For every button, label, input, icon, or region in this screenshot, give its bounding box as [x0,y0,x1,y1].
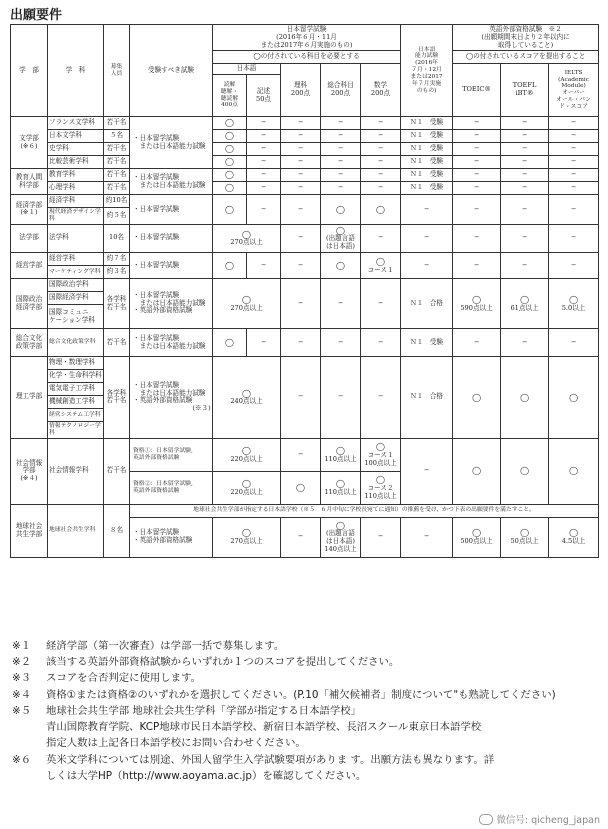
header-eju-note: ◯の付されている科目を必要とする [213,51,401,64]
mark-cell: − [247,182,281,195]
table-row [11,329,599,357]
table-row [11,438,599,471]
jlpt-cell: Ｎ１ 合格 [401,357,453,439]
mark-cell: − [361,329,401,357]
mark-cell: − [453,329,501,357]
footnote-text: 資格①または資格②のいずれかを選択してください。(P.10「補欠候補者」制度について"も熟読してください) [46,688,556,701]
mark-cell: − [453,224,501,252]
circle-mark: ◯ [472,528,482,538]
requirements-table [10,24,599,558]
exam-cell: ・日本留学試験 ・英語外部資格試験 [130,517,213,557]
circle-mark: ◯ [376,475,385,485]
table-row [11,224,599,252]
mark-cell: − [549,224,599,252]
mark-cell: − [361,169,401,182]
header-general: 総合科目 200点 [321,64,361,117]
mark-cell: − [361,517,401,557]
footnote-mark: ※３ [12,672,32,685]
exam-cell: ・日本留学試験 または日本語能力試験 [130,169,213,195]
circle-mark: ◯ [520,528,530,538]
footnote-mark: ※１ [12,640,32,652]
mark-cell: − [549,253,599,279]
quota-cell: 各学科 若干名 [104,357,130,439]
mark-cell: − [549,195,599,225]
mark-cell: ◯ [213,117,247,130]
header-eju: 日本留学試験 (2016年６月・11月 または2017年６月実施のもの) [213,25,401,51]
circle-mark: ◯ [376,442,385,452]
quota-cell: 約５名 [104,208,130,225]
dept-cell: 教育学科 [48,169,104,182]
table-row [11,117,599,130]
mark-cell: − [321,182,361,195]
mark-cell: − [453,195,501,225]
circle-mark: ◯ [520,294,530,304]
dept-cell: 情報テクノロジー学科 [48,422,104,439]
faculty-cell: 理工学部 [11,357,48,439]
header-jp-reading: 読解 聴解・ 聴読解 400点 [213,75,247,117]
mark-cell: − [501,182,549,195]
dept-cell: 法学科 [48,224,104,252]
mark-cell: ◯ [213,253,247,279]
mark-cell: − [247,117,281,130]
mark-cell: − [321,143,361,156]
table-row [11,357,599,370]
circle-mark: ◯ [242,229,251,239]
exam-cell: 資格①：日本留学試験, 英語外部資格試験 [130,438,213,471]
table-row [11,504,599,517]
table-row [11,253,599,266]
header-faculty: 学 部 [11,25,48,117]
quota-cell: 各学科 若干名 [104,279,130,329]
jp-score: 270点以上 [230,238,263,247]
mark-cell: − [247,329,281,357]
dept-cell: 社会情報学科 [48,438,104,504]
mark-cell: ◯ [321,195,361,225]
mark-cell: − [501,253,549,279]
mark-cell: − [549,130,599,143]
math-cell [361,253,401,279]
circle-mark: ◯ [242,528,251,538]
mark-cell: − [281,517,321,557]
mark-cell: − [321,169,361,182]
faculty-cell: 文学部 (※６) [11,117,48,169]
dept-cell: 地球社会共生学科 [48,504,104,557]
exam-cell: ・日本留学試験 または日本語能力試験 [130,329,213,357]
mark-cell: ◯ [213,156,247,169]
quota-cell: 若干名 [104,329,130,357]
jlpt-cell: Ｎ１ 受験 [401,169,453,182]
table-row [11,169,599,182]
quota-cell: ８名 [104,504,130,557]
mark-cell: − [401,253,453,279]
mark-cell: − [549,117,599,130]
dept-cell: フランス文学科 [48,117,104,130]
footnote-mark: ※６ [12,753,32,766]
jp-score: 220点以上 [230,487,263,496]
circle-mark: ◯ [242,478,251,488]
mark-cell: − [453,130,501,143]
mark-cell: − [453,156,501,169]
footnote [12,687,598,703]
dept-cell: 日本文学科 [48,130,104,143]
table-row [11,143,599,156]
mark-cell: − [453,117,501,130]
dept-cell: 経済学科 [48,195,104,208]
mark-cell: − [321,117,361,130]
mark-cell: − [453,253,501,279]
exam-cell: ・日本留学試験 [130,195,213,225]
quota-cell: 若干名 [104,143,130,156]
mark-cell: ◯ [213,130,247,143]
mark-cell: − [501,143,549,156]
circle-mark: ◯ [242,445,251,455]
toeic-score: 500点以上 [460,537,493,546]
jlpt-cell: Ｎ１ 合格 [401,279,453,329]
toefl-cell [501,517,549,557]
footnote-mark: ※５ [12,704,32,717]
mark-cell: − [281,195,321,225]
footnote [12,670,598,686]
general-score: 110点以上 [324,487,357,496]
dept-cell: 経営学科 [48,253,104,266]
header-department: 学 科 [48,25,104,117]
mark-cell: − [501,224,549,252]
circle-mark: ◯ [242,388,251,398]
page-title: 出願要件 [10,8,63,23]
mark-cell: − [361,117,401,130]
toeic-cell [453,517,501,557]
mark-cell: ◯ [213,182,247,195]
quota-cell: 10名 [104,224,130,252]
table-row [11,279,599,292]
mark-cell: − [281,438,321,471]
quota-cell: 若干名 [104,117,130,130]
footnote-text: 該当する英語外部資格試験からいずれか１つのスコアを提出してください。 [46,656,400,669]
dept-cell: 比較芸術学科 [48,156,104,169]
mark-cell: − [549,143,599,156]
toefl-score: 61点以上 [510,303,539,312]
circle-mark: ◯ [376,256,385,266]
dept-cell: 国際コミュニ ケーション学科 [48,305,104,329]
mark-cell: ◯ [213,195,247,225]
header-exam: 受験すべき試験 [130,25,213,117]
faculty-cell: 法学部 [11,224,48,252]
general-cell [321,224,361,252]
mark-cell: − [281,117,321,130]
dept-cell: 化学・生命科学科 [48,370,104,383]
header-jlpt: 日本語 能力試験 (2016年 ７月・12月 または2017 年７月実施 のもの) [401,25,453,117]
jlpt-cell: Ｎ１ 受験 [401,329,453,357]
jp-score: 220点以上 [230,454,263,463]
ielts-cell [549,279,599,329]
exam-cell: ・日本留学試験 または日本語能力試験 [130,117,213,169]
mark-cell: ◯ [361,195,401,225]
mark-cell: − [501,195,549,225]
footnote-text: スコアを合否判定に使用します。 [46,672,202,685]
mark-cell: − [361,182,401,195]
quota-cell: 若干名 [104,156,130,169]
mark-cell: − [281,156,321,169]
dept-cell: 国際政治学科 [48,279,104,292]
mark-cell: ◯ [453,438,501,504]
mark-cell: − [247,169,281,182]
table-row [11,156,599,169]
math-score: コース１ 100点以上 [364,450,397,467]
mark-cell: − [321,329,361,357]
header-english: 英語外部資格試験 ※２ (出願期間末日より２年以内に 取得していること) [453,25,599,51]
watermark-text: 微信号: qicheng_japan [496,815,600,826]
footnote-mark: ※２ [12,656,32,669]
mark-cell: − [501,169,549,182]
mark-cell: ◯ [281,471,321,504]
mark-cell: − [321,130,361,143]
mark-cell: − [247,143,281,156]
quota-cell: 約３名 [104,266,130,279]
general-cell [321,438,361,471]
quota-cell: ５名 [104,130,130,143]
dept-cell: 心理学科 [48,182,104,195]
header-science: 理科 200点 [281,64,321,117]
mark-cell: − [361,143,401,156]
dept-cell: 経営システム工学科 [48,409,104,422]
dept-cell: 史学科 [48,143,104,156]
circle-mark: ◯ [336,225,345,235]
mark-cell: − [501,130,549,143]
wechat-icon [479,814,493,825]
mark-cell: − [501,329,549,357]
general-note: (出題言語 は日本語) 140点以上 [324,529,357,553]
jp-score: 270点以上 [230,537,263,546]
footnotes [12,638,598,784]
exam-cell: ・日本留学試験 [130,224,213,252]
mark-cell: − [247,253,281,279]
header-ielts: IELTS (Academic Module) オーバー オール・バン ド・スコア [549,64,599,117]
dept-cell: 総合文化政策学科 [48,329,104,357]
circle-mark: ◯ [472,294,482,304]
mark-cell: − [281,169,321,182]
header-toeic: TOEIC® [453,64,501,117]
dept-cell: 国際経済学科 [48,292,104,305]
header-toefl: TOEFL iBT® [501,64,549,117]
mark-cell: − [247,195,281,225]
exam-cell: ・日本留学試験 または日本語能力試験 ・英語外部資格試験 [130,279,213,329]
mark-cell: − [501,117,549,130]
mark-cell: ◯ [549,357,599,439]
mark-cell: − [281,130,321,143]
toefl-score: 50点以上 [510,537,539,546]
jlpt-cell: Ｎ１ 受験 [401,156,453,169]
jp-score-cell [213,279,281,329]
math-cell [361,471,401,504]
jlpt-cell: Ｎ１ 受験 [401,182,453,195]
mark-cell: ◯ [321,253,361,279]
circle-mark: ◯ [569,528,579,538]
quota-cell: 若干名 [104,438,130,504]
mark-cell: − [501,156,549,169]
header-english-note: ◯の付されているスコアを提出すること [453,51,599,64]
mark-cell: − [321,279,361,329]
math-cell [361,438,401,471]
mark-cell: ◯ [213,143,247,156]
quota-cell: 約10名 [104,195,130,208]
jp-score-cell [213,471,281,504]
mark-cell: − [361,156,401,169]
general-cell [321,471,361,504]
mark-cell: − [247,130,281,143]
mark-cell: − [247,156,281,169]
general-note: (出題言語 は日本語) [326,234,355,251]
general-cell [321,517,361,557]
faculty-cell: 経済学部 (※１) [11,195,48,225]
mark-cell: − [549,156,599,169]
mark-cell: ◯ [453,357,501,439]
exam-cell: 資格②：日本留学試験, 英語外部資格試験 [130,471,213,504]
math-note: コース１ [367,265,394,274]
dept-cell: 電気電子工学科 [48,383,104,396]
dept-cell: マーケティング学科 [48,266,104,279]
mark-cell: − [361,357,401,439]
jp-score: 240点以上 [230,397,263,406]
watermark [479,812,600,826]
footnote-text: 英米文学科については別途、外国人留学生入学試験要項がありま す。出願方法も異なります。詳 しくは大学HP（http://www.aoyama.ac.jp）を確認してください。 [46,753,495,782]
jlpt-cell: Ｎ１ 受験 [401,117,453,130]
header-row-1 [11,25,599,51]
jlpt-cell: Ｎ１ 受験 [401,143,453,156]
toeic-cell [453,279,501,329]
table-row [11,195,599,208]
mark-cell: − [401,195,453,225]
general-score: 110点以上 [324,454,357,463]
mark-cell: ◯ [501,357,549,439]
circle-mark: ◯ [242,294,251,304]
mark-cell: ◯ [213,169,247,182]
mark-cell: − [453,143,501,156]
header-quota: 募集 人員 [104,25,130,117]
footnote-text: 地球社会共生学部 地球社会共生学科「学部が指定する日本語学校」 青山国際教育学院、KCP地球市民日本語学校、新宿日本語学校、長沼スクール東京日本語学校 指定人数は上記各日本語学校にお問い合わせください。 [46,704,482,750]
mark-cell: − [281,182,321,195]
mark-cell: − [281,143,321,156]
mark-cell: − [281,224,321,252]
mark-cell: − [401,517,453,557]
quota-cell: 若干名 [104,169,130,182]
ielts-score: 5.0以上 [561,303,586,312]
dept-cell: 機械創造工学科 [48,396,104,409]
circle-mark: ◯ [336,478,345,488]
mark-cell: − [321,357,361,439]
mark-cell: − [281,329,321,357]
exam-cell: ・日本留学試験 [130,253,213,279]
mark-cell: − [549,182,599,195]
mark-cell: ◯ [501,438,549,504]
circle-mark: ◯ [336,445,345,455]
mark-cell: − [549,169,599,182]
gss-banner: 地球社会共生学部が指定する日本語学校（※５ ６月中旬に学校長宛てに通知）の推薦を受け、かつ下表の出願要件を満たすこと。 [130,504,599,517]
mark-cell: − [361,279,401,329]
faculty-cell: 教育人間 科学部 [11,169,48,195]
table-row [11,182,599,195]
jp-score-cell [213,517,281,557]
math-score: コース２ 110点以上 [364,483,397,500]
exam-cell: ・日本留学試験 または日本語能力試験 ・英語外部資格試験 (※３) [130,357,213,439]
mark-cell: ◯ [549,438,599,504]
mark-cell: − [281,279,321,329]
mark-cell: − [401,438,453,504]
mark-cell: ◯ [213,329,247,357]
dept-cell: 現代経済デザイン学科 [48,208,104,225]
header-japanese: 日本語 [213,64,281,75]
footnote [12,752,598,784]
footnote [12,703,598,752]
jp-score-cell [213,438,281,471]
toefl-cell [501,279,549,329]
jp-score: 270点以上 [230,303,263,312]
table-row [11,130,599,143]
circle-mark: ◯ [569,294,579,304]
faculty-cell: 経営学部 [11,253,48,279]
footnote [12,654,598,670]
jlpt-cell: Ｎ１ 受験 [401,130,453,143]
quota-cell: 若干名 [104,182,130,195]
circle-mark: ◯ [336,520,345,530]
mark-cell: − [281,357,321,439]
dept-cell: 物理・数理学科 [48,357,104,370]
faculty-cell: 地球社会 共生学部 [11,504,48,557]
footnote-text: 経済学部（第一次審査）は学部一括で募集します。 [46,640,285,652]
footnote [12,638,598,654]
mark-cell: − [321,156,361,169]
mark-cell: − [453,182,501,195]
footnote-mark: ※４ [12,688,32,701]
mark-cell: − [453,169,501,182]
toeic-score: 590点以上 [460,303,493,312]
jp-score-cell [213,357,281,439]
quota-cell: 約７名 [104,253,130,266]
mark-cell: − [281,253,321,279]
mark-cell: − [361,224,401,252]
header-jp-writing: 記述 50点 [247,75,281,117]
ielts-score: 4.5以上 [561,537,586,546]
mark-cell: − [401,224,453,252]
faculty-cell: 国際政治 経済学部 [11,279,48,329]
jp-score-cell [213,224,281,252]
header-math: 数学 200点 [361,64,401,117]
faculty-cell: 社会情報 学部 (※４) [11,438,48,504]
ielts-cell [549,517,599,557]
mark-cell: − [549,329,599,357]
mark-cell: − [361,130,401,143]
faculty-cell: 総合文化 政策学部 [11,329,48,357]
